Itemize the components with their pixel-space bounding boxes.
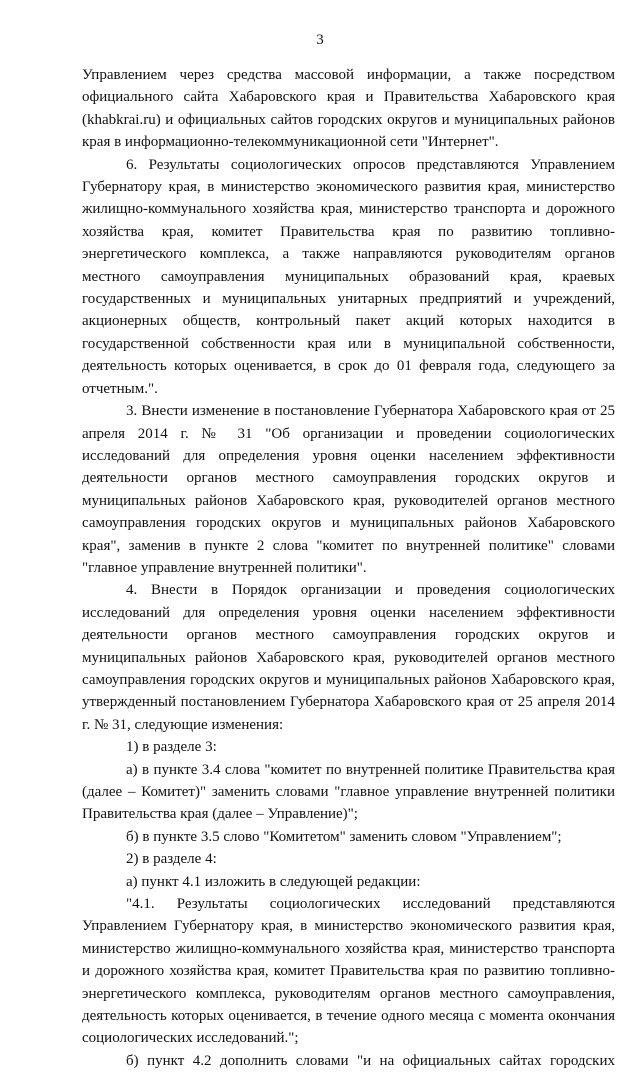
paragraph-subitem-a-4-1: а) пункт 4.1 изложить в следующей редакции: (126, 873, 421, 890)
document-body (82, 64, 615, 1072)
paragraph-section-3: 1) в разделе 3: (126, 739, 217, 756)
paragraph-item-4: 4. Внести в Порядок организации и проведения социологических исследований для определения уровня оценки населением эффективности деятельности органов местного самоуправления городских округов и муниципальных районов Хабаровского края, руководителей органов местного самоуправления городских округов и муниципальных районов Хабаровского края, утвержденный постановлением Губернатора Хабаровского края от 25 апреля 2014 г. № 31, следующие изменения: (82, 582, 615, 733)
paragraph-continuation: Управлением через средства массовой информации, а также посредством официального сайта Хабаровского края и Правительства Хабаровского края (khabkrai.ru) и официальных сайтов городских округов и муниципальных районов края в информационно-телекоммуникационной сети "Интернет". (82, 67, 615, 151)
page-number: 3 (316, 32, 324, 48)
paragraph-item-3: 3. Внести изменение в постановление Губернатора Хабаровского края от 25 апреля 2014 г. № 31 "Об организации и проведении социологических исследований для определения уровня оценки населением эффективности деятельности органов местного самоуправления городских округов и муниципальных районов Хабаровского края, руководителей органов местного самоуправления городских округов и муниципальных районов Хабаровского края", заменив в пункте 2 слова "комитет по внутренней политике" словами "главное управление внутренней политики". (82, 403, 615, 576)
paragraph-subitem-b-4-2: б) пункт 4.2 дополнить словами "и на официальных сайтах городских (126, 1052, 615, 1069)
paragraph-quoted-4-1: "4.1. Результаты социологических исследований представляются Управлением Губернатору края, в министерство экономического развития края, министерство жилищно-коммунального хозяйства края, министерство транспорта и дорожного хозяйства края, комитет Правительства края по развитию топливно-энергетического комплекса, руководителям органов местного самоуправления, деятельность которых оценивается, в течение одного месяца с момента окончания социологических исследований."; (82, 896, 615, 1047)
paragraph-subitem-a-3-4: а) в пункте 3.4 слова "комитет по внутренней политике Правительства края (далее – Комитет)" заменить словами "главное управление внутренней политики Правительства края (далее – Управление)"; (82, 761, 615, 823)
paragraph-subitem-b-3-5: б) в пункте 3.5 слово "Комитетом" заменить словом "Управлением"; (126, 828, 562, 845)
paragraph-section-4: 2) в разделе 4: (126, 851, 217, 868)
paragraph-item-6: 6. Результаты социологических опросов представляются Управлением Губернатору края, в министерство экономического развития края, министерство жилищно-коммунального хозяйства края, министерство транспорта и дорожного хозяйства края, комитет Правительства края по развитию топливно-энергетического комплекса, а также направляются руководителям органов местного самоуправления муниципальных образований края, краевых государственных и муниципальных унитарных предприятий и учреждений, акционерных обществ, контрольный пакет акций которых находится в государственной собственности края или в муниципальной собственности, деятельность которых оценивается, в срок до 01 февраля года, следующего за отчетным.". (82, 156, 615, 397)
